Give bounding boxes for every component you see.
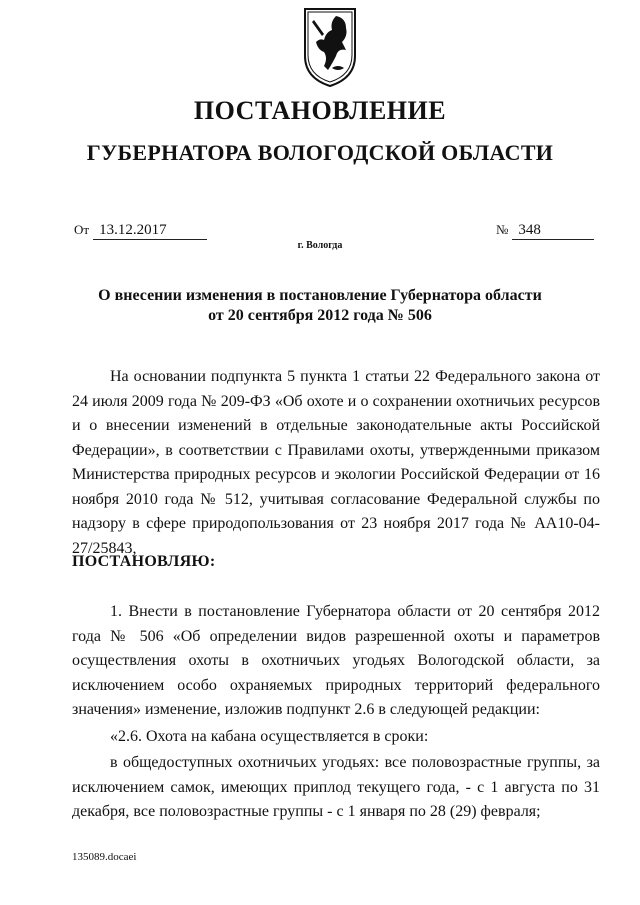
coat-of-arms-emblem bbox=[302, 6, 358, 88]
item-1-text: 1. Внести в постановление Губернатора области от 20 сентября 2012 года № 506 «Об определении видов разрешенной охоты и параметров осуществления охоты в охотничьих угодьях Вологодской области, за исключением особо охраняемых природных территорий федерального значения» изменение, изложив подпункт 2.6 в следующей редакции: bbox=[72, 603, 600, 718]
issuer-title: ГУБЕРНАТОРА ВОЛОГОДСКОЙ ОБЛАСТИ bbox=[86, 140, 554, 165]
document-title: ПОСТАНОВЛЕНИЕ bbox=[193, 96, 447, 125]
decree-heading: ПОСТАНОВЛЯЮ: bbox=[72, 553, 216, 570]
date-prefix: От bbox=[74, 222, 90, 237]
preamble-text: На основании подпункта 5 пункта 1 статьи 22 Федерального закона от 24 июля 2009 года № 209-ФЗ «Об охоте и о сохранении охотничьих ресурсов и о внесении изменений в отдельные законодательные акты Российской Федерации», в соответствии с Правилами охоты, утвержденными приказом Министерства природных ресурсов и экологии Российской Федерации от 16 ноября 2010 года № 512, учитывая согласование Федеральной службы по надзору в сфере природопользования от 23 ноября 2017 года № АА10-04-27/25843, bbox=[72, 368, 600, 557]
decree-items bbox=[72, 600, 600, 825]
item-2-text: «2.6. Охота на кабана осуществляется в сроки: bbox=[110, 727, 429, 745]
document-date bbox=[74, 222, 207, 240]
number-value: 348 bbox=[512, 222, 594, 240]
file-reference: 135089.docaei bbox=[72, 851, 137, 863]
preamble-paragraph bbox=[72, 365, 600, 561]
document-number bbox=[496, 222, 594, 240]
document-subject bbox=[0, 286, 640, 326]
number-prefix: № bbox=[496, 222, 509, 237]
item-3-text: в общедоступных охотничьих угодьях: все половозрастные группы, за исключением самок, имеющих приплод текущего года, - с 1 августа по 31 декабря, все половозрастные группы - с 1 января по 28 (29) февраля; bbox=[72, 754, 600, 820]
subject-line-1: О внесении изменения в постановление Губернатора области bbox=[98, 287, 542, 304]
subject-line-2: от 20 сентября 2012 года № 506 bbox=[208, 307, 432, 324]
city-label: г. Вологда bbox=[297, 240, 343, 251]
date-value: 13.12.2017 bbox=[93, 222, 207, 240]
